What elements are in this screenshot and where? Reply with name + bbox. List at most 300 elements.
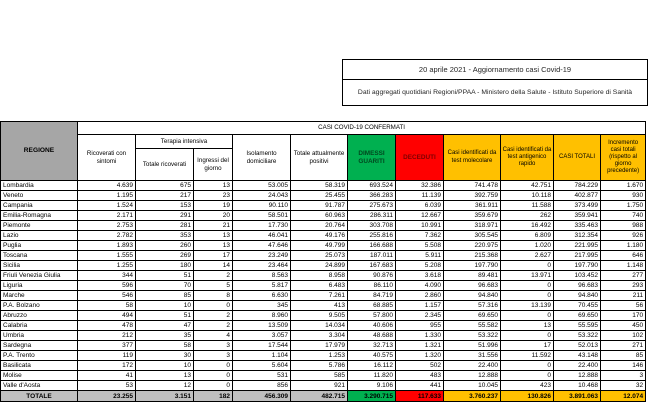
table-row	[1, 291, 646, 301]
cell-value: 2.627	[501, 251, 554, 261]
cell-value: 0	[501, 371, 554, 381]
cell-value: 16.112	[348, 361, 396, 371]
table-row	[1, 261, 646, 271]
table-row	[1, 321, 646, 331]
cell-value: 13.971	[501, 271, 554, 281]
cell-value: 48.688	[348, 331, 396, 341]
cell-value: 53	[78, 381, 136, 391]
cell-value: 30	[136, 351, 194, 361]
cell-value: 42.751	[501, 181, 554, 191]
cell-region-name: Umbria	[1, 331, 78, 341]
cell-value: 366.283	[348, 191, 396, 201]
bulletin-header-box	[342, 59, 648, 106]
cell-value: 856	[233, 381, 291, 391]
cell-value: 286.311	[348, 211, 396, 221]
cell-value: 2	[194, 321, 233, 331]
cell-value: 12.888	[554, 371, 601, 381]
cell-value: 53.322	[444, 331, 501, 341]
cell-value: 47.646	[233, 241, 291, 251]
cell-value: 119	[78, 351, 136, 361]
cell-value: 212	[78, 331, 136, 341]
cell-region-name: Marche	[1, 291, 78, 301]
cell-value: 94.840	[554, 291, 601, 301]
table-row	[1, 361, 646, 371]
col-header-ricoverati: Ricoverati con sintomi	[78, 135, 136, 181]
cell-value: 13	[194, 181, 233, 191]
cell-value: 21	[194, 221, 233, 231]
col-header-casi-totali: CASI TOTALI	[554, 135, 601, 181]
cell-value: 13	[136, 371, 194, 381]
cell-value: 41	[78, 371, 136, 381]
cell-value: 90.110	[233, 201, 291, 211]
cell-value: 303.708	[348, 221, 396, 231]
col-header-dimessi-guariti: DIMESSI GUARITI	[348, 135, 396, 181]
cell-value: 167.683	[348, 261, 396, 271]
cell-value: 17.979	[291, 341, 348, 351]
cell-value: 693.524	[348, 181, 396, 191]
col-header-positivi: Totale attualmente positivi	[291, 135, 348, 181]
cell-value: 11.139	[396, 191, 444, 201]
cell-value: 57.800	[348, 311, 396, 321]
cell-value: 170	[601, 311, 646, 321]
cell-value: 1.253	[291, 351, 348, 361]
cell-value: 373.499	[554, 201, 601, 211]
cell-value: 8	[194, 291, 233, 301]
table-row	[1, 181, 646, 191]
cell-value: 0	[194, 301, 233, 311]
cell-value: 69.650	[554, 311, 601, 321]
cell-value: 7.261	[291, 291, 348, 301]
table-row	[1, 341, 646, 351]
cell-value: 741.478	[444, 181, 501, 191]
table-banner: CASI COVID-19 CONFERMATI	[78, 122, 646, 135]
cell-value: 85	[136, 291, 194, 301]
cell-value: 9.505	[291, 311, 348, 321]
cell-value: 1.330	[396, 331, 444, 341]
cell-value: 353	[136, 231, 194, 241]
table-row	[1, 241, 646, 251]
cell-value: 483	[396, 371, 444, 381]
cell-value: 46.041	[233, 231, 291, 241]
cell-value: 57.316	[444, 301, 501, 311]
cell-value: 32.386	[396, 181, 444, 191]
cell-value: 10.118	[501, 191, 554, 201]
cell-value: 89.481	[444, 271, 501, 281]
total-value: 117.633	[396, 391, 444, 402]
cell-value: 1.893	[78, 241, 136, 251]
cell-value: 1.148	[601, 261, 646, 271]
cell-value: 291	[136, 211, 194, 221]
cell-value: 49.799	[291, 241, 348, 251]
cell-value: 546	[78, 291, 136, 301]
cell-value: 293	[601, 281, 646, 291]
cell-value: 269	[136, 251, 194, 261]
cell-value: 1.195	[78, 191, 136, 201]
table-row	[1, 221, 646, 231]
cell-value: 197.790	[444, 261, 501, 271]
cell-value: 12.667	[396, 211, 444, 221]
cell-value: 281	[136, 221, 194, 231]
cell-region-name: Calabria	[1, 321, 78, 331]
cell-value: 85	[601, 351, 646, 361]
cell-value: 335.463	[554, 221, 601, 231]
cell-value: 423	[501, 381, 554, 391]
cell-value: 2.753	[78, 221, 136, 231]
cell-value: 441	[396, 381, 444, 391]
cell-value: 153	[136, 201, 194, 211]
cell-value: 172	[78, 361, 136, 371]
cell-value: 16.492	[501, 221, 554, 231]
cell-value: 13	[194, 231, 233, 241]
cell-value: 22.400	[444, 361, 501, 371]
cell-value: 359.941	[554, 211, 601, 221]
cell-value: 494	[78, 311, 136, 321]
covid-data-table	[0, 121, 646, 402]
cell-value: 275.673	[348, 201, 396, 211]
cell-region-name: Sardegna	[1, 341, 78, 351]
cell-region-name: Valle d'Aosta	[1, 381, 78, 391]
cell-value: 585	[291, 371, 348, 381]
cell-value: 5.208	[396, 261, 444, 271]
cell-value: 478	[78, 321, 136, 331]
cell-value: 11.588	[501, 201, 554, 211]
cell-value: 3	[601, 371, 646, 381]
cell-value: 450	[601, 321, 646, 331]
col-header-isolamento: Isolamento domiciliare	[233, 135, 291, 181]
cell-value: 12.888	[444, 371, 501, 381]
cell-region-name: P.A. Trento	[1, 351, 78, 361]
cell-value: 10	[136, 361, 194, 371]
cell-value: 0	[194, 371, 233, 381]
cell-value: 1.321	[396, 341, 444, 351]
cell-region-name: Sicilia	[1, 261, 78, 271]
cell-value: 5.817	[233, 281, 291, 291]
cell-value: 23.464	[233, 261, 291, 271]
cell-value: 58	[136, 341, 194, 351]
cell-value: 3.057	[233, 331, 291, 341]
cell-value: 55.582	[444, 321, 501, 331]
cell-value: 20	[194, 211, 233, 221]
cell-value: 47	[136, 321, 194, 331]
table-row	[1, 311, 646, 321]
cell-value: 1.750	[601, 201, 646, 211]
cell-value: 31.556	[444, 351, 501, 361]
cell-region-name: Campania	[1, 201, 78, 211]
table-row	[1, 231, 646, 241]
cell-value: 392.759	[444, 191, 501, 201]
cell-value: 84.719	[348, 291, 396, 301]
cell-value: 14	[194, 261, 233, 271]
cell-value: 17.544	[233, 341, 291, 351]
cell-value: 3.618	[396, 271, 444, 281]
cell-value: 2.171	[78, 211, 136, 221]
cell-value: 51	[136, 271, 194, 281]
total-value: 182	[194, 391, 233, 402]
cell-value: 13.139	[501, 301, 554, 311]
cell-value: 187.011	[348, 251, 396, 261]
cell-value: 17.730	[233, 221, 291, 231]
cell-value: 262	[501, 211, 554, 221]
cell-value: 70	[136, 281, 194, 291]
cell-value: 930	[601, 191, 646, 201]
cell-value: 11.820	[348, 371, 396, 381]
cell-region-name: Molise	[1, 371, 78, 381]
cell-value: 70.455	[554, 301, 601, 311]
cell-region-name: Toscana	[1, 251, 78, 261]
cell-value: 220.975	[444, 241, 501, 251]
cell-value: 25.073	[291, 251, 348, 261]
cell-value: 740	[601, 211, 646, 221]
cell-region-name: Piemonte	[1, 221, 78, 231]
cell-value: 1.670	[601, 181, 646, 191]
cell-value: 221.995	[554, 241, 601, 251]
cell-value: 40.575	[348, 351, 396, 361]
cell-value: 2	[194, 271, 233, 281]
total-value: 12.074	[601, 391, 646, 402]
cell-value: 6.039	[396, 201, 444, 211]
cell-region-name: P.A. Bolzano	[1, 301, 78, 311]
cell-value: 96.683	[444, 281, 501, 291]
cell-value: 49.176	[291, 231, 348, 241]
cell-value: 988	[601, 221, 646, 231]
table-row	[1, 351, 646, 361]
cell-value: 6.630	[233, 291, 291, 301]
cell-region-name: Friuli Venezia Giulia	[1, 271, 78, 281]
cell-value: 255.816	[348, 231, 396, 241]
cell-value: 23	[194, 191, 233, 201]
cell-value: 784.229	[554, 181, 601, 191]
table-row	[1, 251, 646, 261]
cell-value: 10.991	[396, 221, 444, 231]
cell-value: 4.639	[78, 181, 136, 191]
cell-value: 361.911	[444, 201, 501, 211]
table-row	[1, 381, 646, 391]
cell-value: 6.483	[291, 281, 348, 291]
cell-value: 32	[601, 381, 646, 391]
cell-value: 1.020	[501, 241, 554, 251]
cell-value: 96.683	[554, 281, 601, 291]
cell-value: 0	[501, 361, 554, 371]
cell-value: 180	[136, 261, 194, 271]
cell-value: 413	[291, 301, 348, 311]
cell-value: 10.045	[444, 381, 501, 391]
total-value: 482.715	[291, 391, 348, 402]
cell-value: 53.322	[554, 331, 601, 341]
cell-value: 17	[194, 251, 233, 261]
cell-value: 69.650	[444, 311, 501, 321]
cell-value: 359.679	[444, 211, 501, 221]
cell-value: 6.809	[501, 231, 554, 241]
table-row	[1, 331, 646, 341]
cell-value: 5.911	[396, 251, 444, 261]
cell-value: 1.180	[601, 241, 646, 251]
cell-region-name: Abruzzo	[1, 311, 78, 321]
cell-value: 211	[601, 291, 646, 301]
cell-value: 4.090	[396, 281, 444, 291]
total-value: 23.255	[78, 391, 136, 402]
col-header-incremento: Incremento casi totali (rispetto al giorno precedente)	[601, 135, 646, 181]
table-row	[1, 211, 646, 221]
cell-value: 13.509	[233, 321, 291, 331]
cell-value: 0	[501, 291, 554, 301]
cell-value: 32.713	[348, 341, 396, 351]
cell-region-name: Lazio	[1, 231, 78, 241]
cell-value: 90.876	[348, 271, 396, 281]
total-value: 3.290.715	[348, 391, 396, 402]
cell-value: 146	[601, 361, 646, 371]
cell-value: 1.524	[78, 201, 136, 211]
total-value: 456.309	[233, 391, 291, 402]
cell-value: 9.106	[348, 381, 396, 391]
cell-value: 531	[233, 371, 291, 381]
cell-value: 56	[601, 301, 646, 311]
cell-value: 8.958	[291, 271, 348, 281]
cell-value: 0	[501, 331, 554, 341]
total-value: 3.760.237	[444, 391, 501, 402]
bulletin-source-line: Dati aggregati quotidiani Regioni/PPAA - Ministero della Salute - Istituto Superiore di Sanità	[343, 80, 648, 106]
cell-value: 502	[396, 361, 444, 371]
cell-value: 215.368	[444, 251, 501, 261]
cell-value: 8.563	[233, 271, 291, 281]
cell-value: 2.345	[396, 311, 444, 321]
cell-value: 271	[601, 341, 646, 351]
cell-value: 19	[194, 201, 233, 211]
cell-value: 197.790	[554, 261, 601, 271]
cell-value: 20.764	[291, 221, 348, 231]
col-header-deceduti: DECEDUTI	[396, 135, 444, 181]
cell-value: 0	[194, 361, 233, 371]
cell-value: 10.468	[554, 381, 601, 391]
cell-value: 3.304	[291, 331, 348, 341]
table-row	[1, 371, 646, 381]
cell-value: 91.787	[291, 201, 348, 211]
cell-value: 1.104	[233, 351, 291, 361]
cell-value: 646	[601, 251, 646, 261]
table-row	[1, 281, 646, 291]
cell-value: 11.592	[501, 351, 554, 361]
cell-value: 1.157	[396, 301, 444, 311]
cell-region-name: Emilia-Romagna	[1, 211, 78, 221]
cell-value: 68.885	[348, 301, 396, 311]
cell-value: 5	[194, 281, 233, 291]
total-label: TOTALE	[1, 391, 78, 402]
total-value: 3.151	[136, 391, 194, 402]
cell-value: 103.452	[554, 271, 601, 281]
cell-value: 10	[136, 301, 194, 311]
cell-value: 5.604	[233, 361, 291, 371]
cell-value: 102	[601, 331, 646, 341]
cell-value: 1.555	[78, 251, 136, 261]
cell-value: 51.996	[444, 341, 501, 351]
cell-value: 52.013	[554, 341, 601, 351]
total-value: 3.891.063	[554, 391, 601, 402]
cell-value: 377	[78, 341, 136, 351]
cell-value: 17	[501, 341, 554, 351]
cell-value: 14.034	[291, 321, 348, 331]
cell-value: 344	[78, 271, 136, 281]
cell-value: 926	[601, 231, 646, 241]
cell-value: 217.995	[554, 251, 601, 261]
cell-region-name: Lombardia	[1, 181, 78, 191]
cell-value: 86.110	[348, 281, 396, 291]
total-value: 130.826	[501, 391, 554, 402]
cell-value: 13	[501, 321, 554, 331]
cell-value: 402.877	[554, 191, 601, 201]
col-header-test-molecolare: Casi identificati da test molecolare	[444, 135, 501, 181]
cell-value: 277	[601, 271, 646, 281]
cell-region-name: Liguria	[1, 281, 78, 291]
cell-value: 0	[194, 381, 233, 391]
table-row	[1, 191, 646, 201]
cell-value: 24.899	[291, 261, 348, 271]
cell-value: 4	[194, 331, 233, 341]
cell-region-name: Puglia	[1, 241, 78, 251]
cell-value: 35	[136, 331, 194, 341]
cell-value: 305.545	[444, 231, 501, 241]
cell-value: 22.400	[554, 361, 601, 371]
col-header-test-antigenico: Casi identificati da test antigenico rapido	[501, 135, 554, 181]
cell-value: 2.782	[78, 231, 136, 241]
cell-value: 25.455	[291, 191, 348, 201]
cell-value: 217	[136, 191, 194, 201]
cell-value: 0	[501, 281, 554, 291]
cell-value: 3	[194, 351, 233, 361]
col-header-terapia-intensiva: Terapia intensiva	[136, 135, 233, 149]
cell-value: 23.249	[233, 251, 291, 261]
cell-value: 43.148	[554, 351, 601, 361]
cell-value: 921	[291, 381, 348, 391]
cell-value: 24.043	[233, 191, 291, 201]
cell-region-name: Veneto	[1, 191, 78, 201]
cell-value: 58.319	[291, 181, 348, 191]
cell-value: 7.362	[396, 231, 444, 241]
cell-value: 58	[78, 301, 136, 311]
cell-value: 5.786	[291, 361, 348, 371]
cell-value: 955	[396, 321, 444, 331]
table-row	[1, 271, 646, 281]
table-row	[1, 301, 646, 311]
col-header-regione: REGIONE	[1, 122, 78, 181]
col-header-ti-ingressi: Ingressi del giorno	[194, 149, 233, 181]
cell-value: 2.860	[396, 291, 444, 301]
cell-value: 53.005	[233, 181, 291, 191]
cell-value: 345	[233, 301, 291, 311]
cell-region-name: Basilicata	[1, 361, 78, 371]
table-row	[1, 201, 646, 211]
cell-value: 312.354	[554, 231, 601, 241]
cell-value: 3	[194, 341, 233, 351]
cell-value: 8.960	[233, 311, 291, 321]
cell-value: 94.840	[444, 291, 501, 301]
cell-value: 596	[78, 281, 136, 291]
col-header-ti-totale: Totale ricoverati	[136, 149, 194, 181]
cell-value: 12	[136, 381, 194, 391]
cell-value: 60.963	[291, 211, 348, 221]
cell-value: 51	[136, 311, 194, 321]
cell-value: 1.255	[78, 261, 136, 271]
cell-value: 58.501	[233, 211, 291, 221]
cell-value: 675	[136, 181, 194, 191]
cell-value: 1.320	[396, 351, 444, 361]
cell-value: 5.508	[396, 241, 444, 251]
cell-value: 0	[501, 311, 554, 321]
cell-value: 40.606	[348, 321, 396, 331]
cell-value: 2	[194, 311, 233, 321]
cell-value: 166.688	[348, 241, 396, 251]
cell-value: 13	[194, 241, 233, 251]
cell-value: 0	[501, 261, 554, 271]
cell-value: 318.971	[444, 221, 501, 231]
